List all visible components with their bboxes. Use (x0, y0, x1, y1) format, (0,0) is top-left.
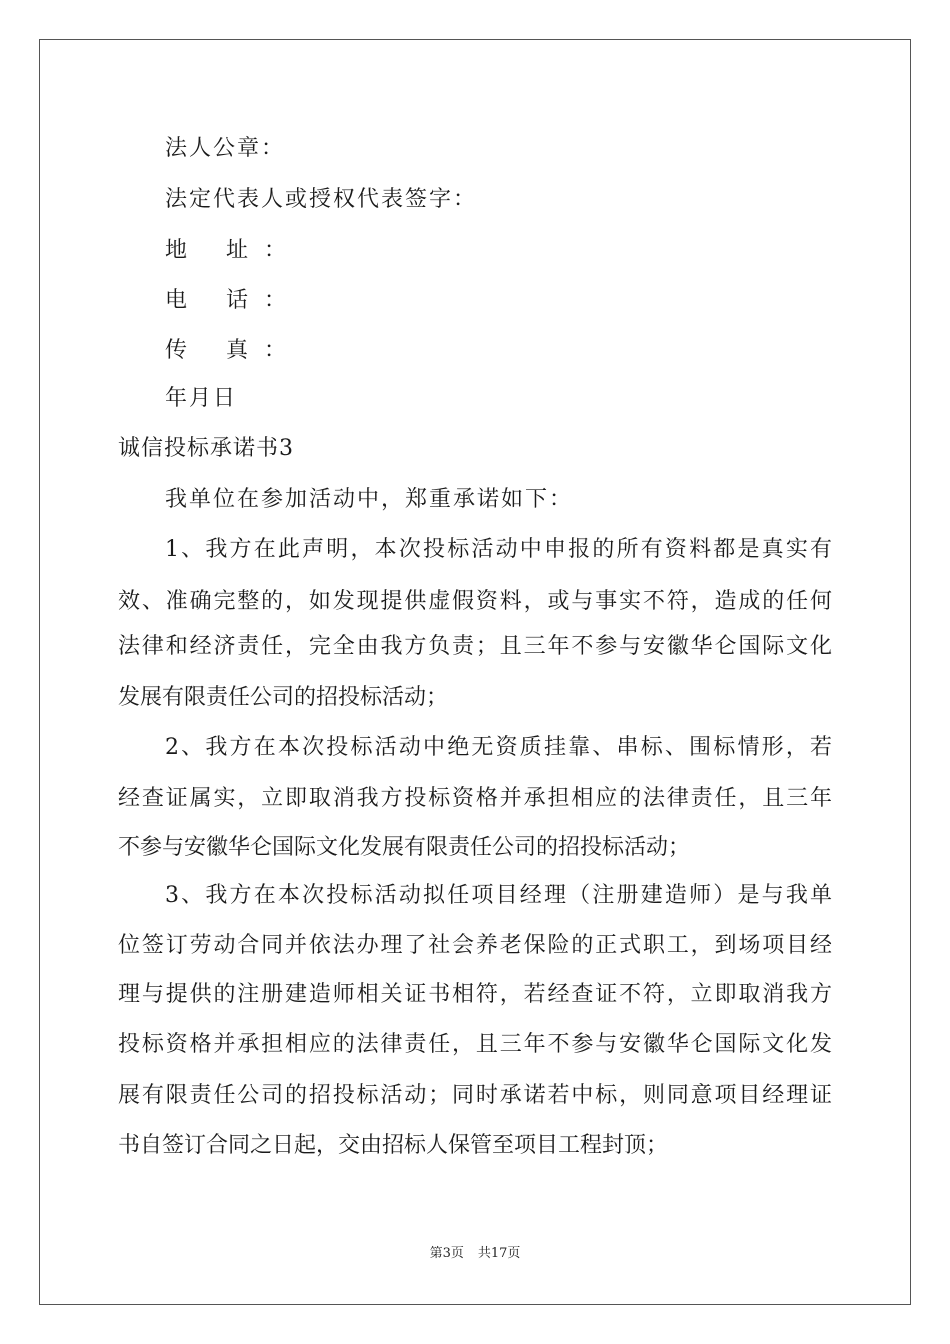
paragraph-3-line-2: 位签订劳动合同并依法办理了社会养老保险的正式职工，到场项目经 (118, 933, 832, 958)
seal-label: 法人公章： (165, 136, 286, 161)
fax-label: 传 真： (165, 338, 302, 363)
page-total: 共17页 (477, 1246, 521, 1261)
date-label: 年月日 (165, 386, 238, 411)
paragraph-1-line-4: 发展有限责任公司的招投标活动； (118, 685, 449, 710)
paragraph-1-line-1: 1、我方在此声明，本次投标活动中申报的所有资料都是真实有 (165, 537, 832, 562)
paragraph-1-line-2: 效、准确完整的，如发现提供虚假资料，或与事实不符，造成的任何 (118, 589, 832, 614)
section-title: 诚信投标承诺书3 (118, 436, 294, 461)
paragraph-2-line-3: 不参与安徽华仑国际文化发展有限责任公司的招投标活动； (118, 835, 691, 860)
paragraph-3-line-6: 书自签订合同之日起，交由招标人保管至项目工程封顶； (118, 1133, 669, 1158)
representative-signature-label: 法定代表人或授权代表签字： (165, 187, 478, 212)
page-footer (0, 1246, 950, 1262)
address-label: 地 址： (165, 238, 302, 263)
phone-label: 电 话： (165, 288, 302, 313)
page-border (39, 39, 911, 1305)
paragraph-3-line-5: 展有限责任公司的招投标活动；同时承诺若中标，则同意项目经理证 (118, 1083, 832, 1108)
paragraph-3-line-4: 投标资格并承担相应的法律责任，且三年不参与安徽华仑国际文化发 (118, 1032, 832, 1057)
paragraph-3-line-3: 理与提供的注册建造师相关证书相符，若经查证不符，立即取消我方 (118, 982, 832, 1007)
intro-text: 我单位在参加活动中，郑重承诺如下： (165, 487, 574, 512)
paragraph-3-line-1: 3、我方在本次投标活动拟任项目经理（注册建造师）是与我单 (165, 883, 832, 908)
paragraph-2-line-2: 经查证属实，立即取消我方投标资格并承担相应的法律责任，且三年 (118, 786, 832, 811)
paragraph-1-line-3: 法律和经济责任，完全由我方负责；且三年不参与安徽华仑国际文化 (118, 634, 832, 659)
page-number: 第3页 (429, 1246, 464, 1261)
paragraph-2-line-1: 2、我方在本次投标活动中绝无资质挂靠、串标、围标情形，若 (165, 735, 832, 760)
